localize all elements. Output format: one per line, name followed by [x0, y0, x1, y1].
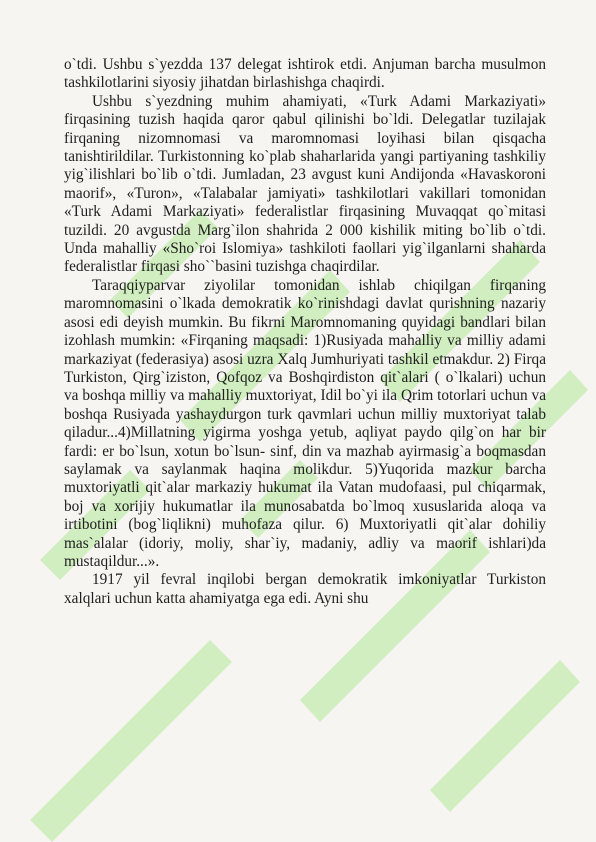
watermark-stripe [30, 640, 232, 842]
paragraph: Taraqqiyparvar ziyolilar tomonidan ishlab chiqilgan firqaning maromnomasini o`lkada demokratik ko`rinishdagi davlat qurishning nazariy asosi edi deyish mumkin. Bu fikrni Maromnomaning quyidagi bandlari bilan izohlash mumkin: «Firqaning maqsadi: 1)Rusiyada mahalliy va milliy adami markaziyat (federasiya) asosi uzra Xalq Jumhuriyati tashkil etmakdur. 2) Firqa Turkiston, Qirg`iziston, Qofqoz va Boshqirdiston qit`alari ( o`lkalari) uchun va boshqa milliy va mahalliy muxtoriyat, Idil bo`yi ila Qrim totorlari uchun va boshqa Rusiyada yashaydurgon turk qavmlari uchun milliy muxtoriyat talab qiladur...4)Millatning yigirma yoshga yetub, aqliyat paydo qilg`on har bir fardi: er bo`lsun, xotun bo`lsun- sinf, din va mazhab ayirmasig`a boqmasdan saylamak va saylanmak haqina molikdur. 5)Yuqorida mazkur barcha muxtoriyatli qit`alar markaziy hukumat ila Vatan mudofaasi, pul chiqarmak, boj va xorijiy hukumatlar ila munosabatda bo`lmoq xususlarida aloqa va irtibotini (bog`liqlikni) muhofaza qilur. 6) Muxtoriyatli qit`alar dohiliy mas`alalar (idoriy, moliy, shar`iy, madaniy, adliy va maorif ishlari)da mustaqildur...». [64, 276, 546, 570]
paragraph: Ushbu s`yezdning muhim ahamiyati, «Turk Adami Markaziyati» firqasining tuzish haqida qaror qabul qilinishi bo`ldi. Delegatlar tuzilajak firqaning nizomnomasi va maromnomasi loyihasi bilan qisqacha tanishtirildilar. Turkistonning ko`plab shaharlarida yangi partiyaning tashkiliy yig`ilishlari bo`lib o`tdi. Jumladan, 23 avgust kuni Andijonda «Havaskoroni maorif», «Turon», «Talabalar jamiyati» tashkilotlari vakillari tomonidan «Turk Adami Markaziyati» federalistlar firqasining Muvaqqat qo`mitasi tuzildi. 20 avgustda Marg`ilon shahrida 2 000 kishilik miting bo`lib o`tdi. Unda mahalliy «Sho`roi Islomiya» tashkiloti faollari yig`ilganlarni shaharda federalistlar firqasi sho``basini tuzishga chaqirdilar. [64, 92, 546, 276]
paragraph: o`tdi. Ushbu s`yezdda 137 delegat ishtirok etdi. Anjuman barcha musulmon tashkilotlarini siyosiy jihatdan birlashishga chaqirdi. [64, 56, 546, 92]
body-text [64, 56, 546, 608]
paragraph: 1917 yil fevral inqilobi bergan demokratik imkoniyatlar Turkiston xalqlari uchun katta ahamiyatga ega edi. Ayni shu [64, 571, 546, 607]
watermark-stripe [430, 660, 580, 812]
